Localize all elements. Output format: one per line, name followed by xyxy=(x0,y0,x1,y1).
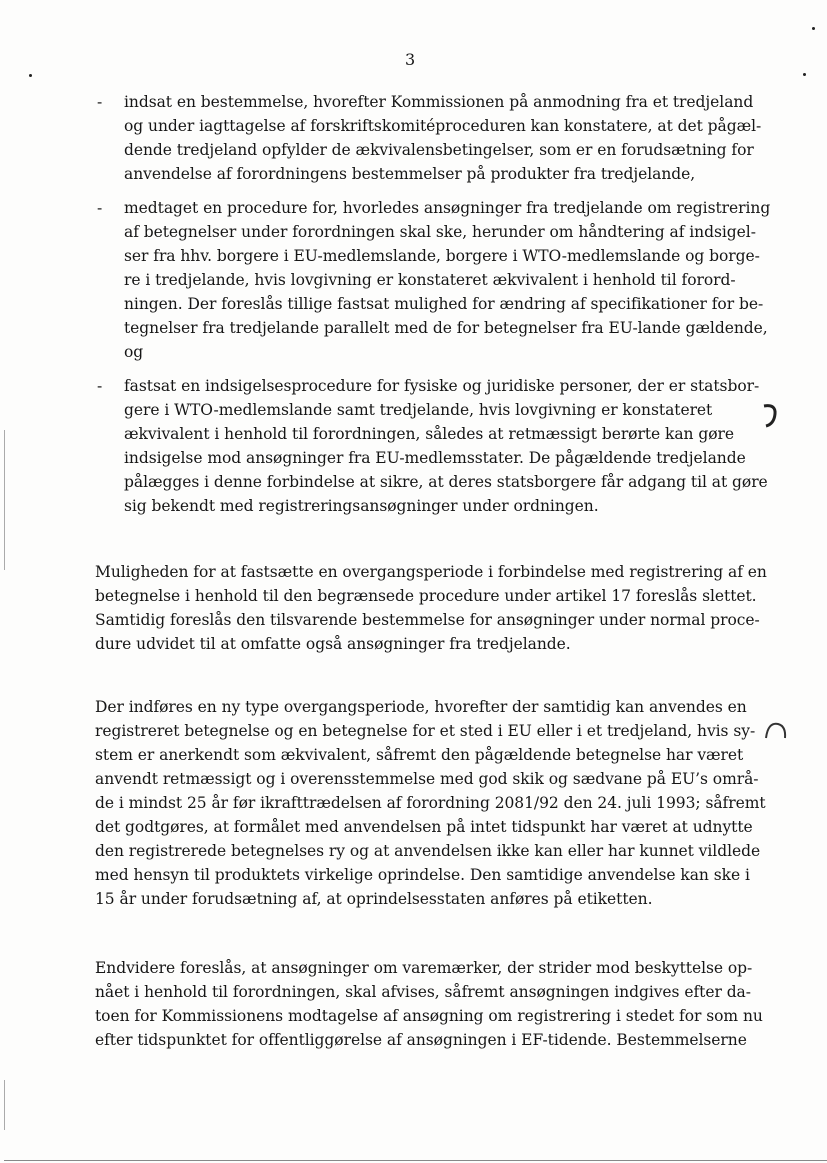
bullet-line: indsigelse mod ansøgninger fra EU-medlemsstater. De pågældende tredjelande xyxy=(124,449,746,467)
bullet-dash: - xyxy=(97,199,103,217)
bullet-line: sig bekendt med registreringsansøgninger under ordningen. xyxy=(124,497,599,515)
scan-edge xyxy=(4,430,5,570)
paragraph-line: anvendt retmæssigt og i overensstemmelse med god skik og sædvane på EU’s områ- xyxy=(95,770,759,788)
scan-edge xyxy=(4,1080,5,1130)
paragraph-line: Endvidere foreslås, at ansøgninger om varemærker, der strider mod beskyttelse op- xyxy=(95,959,753,977)
bullet-line: fastsat en indsigelsesprocedure for fysiske og juridiske personer, der er statsbor- xyxy=(124,377,760,395)
paragraph-line: det godtgøres, at formålet med anvendelsen på intet tidspunkt har været at udnytte xyxy=(95,818,753,836)
bullet-line: ækvivalent i henhold til forordningen, således at retmæssigt berørte kan gøre xyxy=(124,425,734,443)
bullet-dash: - xyxy=(97,377,103,395)
paragraph-line: efter tidspunktet for offentliggørelse af ansøgningen i EF-tidende. Bestemmelserne xyxy=(95,1031,747,1049)
paragraph-line: den registrerede betegnelses ry og at anvendelsen ikke kan eller har kunnet vildlede xyxy=(95,842,761,860)
bullet-dash: - xyxy=(97,93,103,111)
punch-hole-mark xyxy=(762,718,790,744)
paragraph-line: toen for Kommissionens modtagelse af ansøgning om registrering i stedet for som nu xyxy=(95,1007,763,1025)
bullet-line: og xyxy=(124,343,144,361)
paragraph-line: de i mindst 25 år før ikrafttrædelsen af forordning 2081/92 den 24. juli 1993; såfremt xyxy=(95,794,766,812)
paragraph-line: dure udvidet til at omfatte også ansøgninger fra tredjelande. xyxy=(95,635,571,653)
scan-bottom-edge xyxy=(4,1160,827,1161)
scan-speck xyxy=(803,73,806,76)
paragraph-line: Muligheden for at fastsætte en overgangsperiode i forbindelse med registrering af en xyxy=(95,563,767,581)
page-number: 3 xyxy=(405,50,416,69)
bullet-line: indsat en bestemmelse, hvorefter Kommissionen på anmodning fra et tredjeland xyxy=(124,93,754,111)
bullet-line: re i tredjelande, hvis lovgivning er konstateret ækvivalent i henhold til forord- xyxy=(124,271,736,289)
bullet-line: medtaget en procedure for, hvorledes ansøgninger fra tredjelande om registrering xyxy=(124,199,771,217)
scan-speck xyxy=(29,74,32,77)
bullet-line: ningen. Der foreslås tillige fastsat mulighed for ændring af specifikationer for be- xyxy=(124,295,764,313)
bullet-line: anvendelse af forordningens bestemmelser på produkter fra tredjelande, xyxy=(124,165,696,183)
paragraph-line: stem er anerkendt som ækvivalent, såfremt den pågældende betegnelse har været xyxy=(95,746,744,764)
paragraph-line: nået i henhold til forordningen, skal afvises, såfremt ansøgningen indgives efter da- xyxy=(95,983,751,1001)
bullet-line: gere i WTO-medlemslande samt tredjelande, hvis lovgivning er konstateret xyxy=(124,401,713,419)
paragraph-line: Der indføres en ny type overgangsperiode, hvorefter der samtidig kan anvendes en xyxy=(95,698,747,716)
paragraph-line: 15 år under forudsætning af, at oprindelsesstaten anføres på etiketten. xyxy=(95,890,653,908)
paragraph-line: Samtidig foreslås den tilsvarende bestemmelse for ansøgninger under normal proce- xyxy=(95,611,760,629)
paragraph-line: betegnelse i henhold til den begrænsede procedure under artikel 17 foreslås slettet. xyxy=(95,587,757,605)
paragraph-line: registreret betegnelse og en betegnelse for et sted i EU eller i et tredjeland, hvis sy- xyxy=(95,722,756,740)
bullet-line: ser fra hhv. borgere i EU-medlemslande, borgere i WTO-medlemslande og borge- xyxy=(124,247,760,265)
scan-speck xyxy=(812,27,815,30)
bullet-line: og under iagttagelse af forskriftskomitéproceduren kan konstatere, at det pågæl- xyxy=(124,117,762,135)
bullet-line: pålægges i denne forbindelse at sikre, at deres statsborgere får adgang til at gøre xyxy=(124,473,768,491)
punch-hole-mark xyxy=(760,400,782,430)
bullet-line: tegnelser fra tredjelande parallelt med de for betegnelser fra EU-lande gældende, xyxy=(124,319,768,337)
bullet-line: dende tredjeland opfylder de ækvivalensbetingelser, som er en forudsætning for xyxy=(124,141,754,159)
paragraph-line: med hensyn til produktets virkelige oprindelse. Den samtidige anvendelse kan ske i xyxy=(95,866,750,884)
bullet-line: af betegnelser under forordningen skal ske, herunder om håndtering af indsigel- xyxy=(124,223,756,241)
